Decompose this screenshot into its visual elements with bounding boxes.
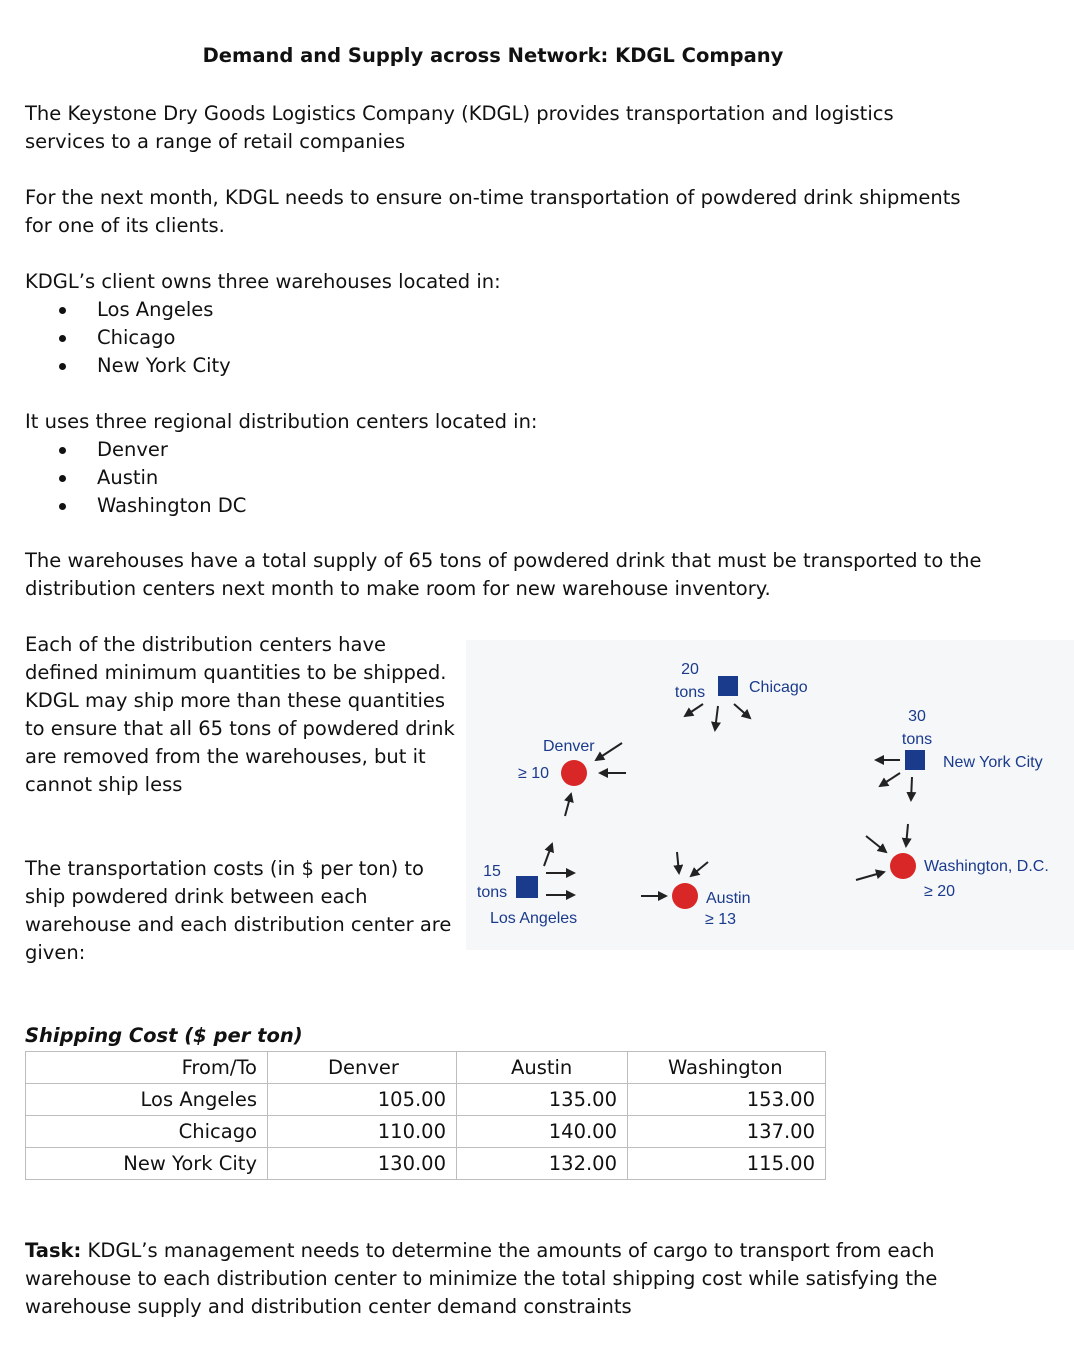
arrow	[856, 872, 884, 880]
cell-denver: 105.00	[268, 1084, 457, 1116]
task-paragraph	[25, 1237, 955, 1321]
nyc-warehouse-node	[905, 750, 925, 770]
austin-minimum: ≥ 13	[705, 911, 737, 928]
washington-dc-node	[890, 853, 916, 879]
austin-dc-node	[672, 883, 698, 909]
cell-washington: 115.00	[628, 1148, 826, 1180]
table-row	[26, 1084, 826, 1116]
table-row	[26, 1116, 826, 1148]
arrow	[691, 862, 708, 876]
header-washington: Washington	[628, 1052, 826, 1084]
arrow	[715, 706, 718, 730]
cell-austin: 140.00	[457, 1116, 628, 1148]
row-from: Chicago	[26, 1116, 268, 1148]
arrow	[596, 743, 622, 760]
chicago-label: Chicago	[749, 679, 808, 696]
demand-paragraph: Each of the distribution centers have defined minimum quantities to be shipped. KDGL may ship more than these quantities to ensure that all 65 tons of powdered drink are removed from the warehouses, but it cannot ship less	[25, 633, 455, 796]
cost-paragraph: The transportation costs (in $ per ton) to ship powdered drink between each warehouse and each distribution center are given:	[25, 857, 452, 964]
supply-paragraph: The warehouses have a total supply of 65 tons of powdered drink that must be transported to the distribution centers next month to make room for new warehouse inventory.	[25, 549, 982, 600]
la-supply-unit: tons	[476, 884, 508, 901]
austin-label: Austin	[706, 890, 751, 907]
list-item: Denver	[25, 436, 246, 464]
arrow	[565, 794, 571, 816]
cell-denver: 110.00	[268, 1116, 457, 1148]
task-text: KDGL’s management needs to determine the amounts of cargo to transport from each warehouse to each distribution center to minimize the total shipping cost while satisfying the warehouse supply and distribution center demand constraints	[25, 1239, 938, 1318]
arrow	[544, 844, 552, 866]
distribution-centers-lead: It uses three regional distribution centers located in:	[25, 410, 538, 433]
nyc-supply-unit: tons	[901, 731, 933, 748]
list-item: Washington DC	[25, 492, 246, 520]
cell-austin: 132.00	[457, 1148, 628, 1180]
washington-minimum: ≥ 20	[924, 883, 956, 900]
denver-minimum: ≥ 10	[518, 765, 550, 782]
row-from: New York City	[26, 1148, 268, 1180]
arrow	[906, 824, 908, 846]
header-austin: Austin	[457, 1052, 628, 1084]
list-item: Austin	[25, 464, 246, 492]
header-denver: Denver	[268, 1052, 457, 1084]
network-diagram	[466, 640, 1074, 950]
table-row	[26, 1148, 826, 1180]
table-caption: Shipping Cost ($ per ton)	[25, 1024, 303, 1047]
chicago-supply-unit: tons	[674, 684, 706, 701]
task-label: Task:	[25, 1239, 82, 1262]
warehouses-list	[25, 296, 231, 380]
distribution-centers-list	[25, 436, 246, 520]
arrow	[734, 704, 750, 718]
list-item: New York City	[25, 352, 231, 380]
header-from-to: From/To	[26, 1052, 268, 1084]
chicago-supply-number: 20	[681, 661, 699, 678]
chicago-warehouse-node	[718, 676, 738, 696]
arrow	[677, 852, 679, 873]
cell-washington: 137.00	[628, 1116, 826, 1148]
la-warehouse-node	[516, 876, 538, 898]
arrow	[880, 773, 900, 786]
next-month-paragraph: For the next month, KDGL needs to ensure on-time transportation of powdered drink shipments for one of its clients.	[25, 186, 961, 237]
nyc-supply-number: 30	[908, 708, 926, 725]
arrow	[685, 704, 703, 716]
denver-dc-node	[561, 760, 587, 786]
nyc-label: New York City	[943, 754, 1043, 771]
arrow	[911, 777, 912, 800]
denver-label: Denver	[543, 738, 595, 755]
la-supply-number: 15	[483, 863, 501, 880]
page-title: Demand and Supply across Network: KDGL Company	[202, 44, 784, 67]
list-item: Chicago	[25, 324, 231, 352]
washington-label: Washington, D.C.	[924, 858, 1049, 875]
intro-paragraph: The Keystone Dry Goods Logistics Company (KDGL) provides transportation and logistics services to a range of retail companies	[25, 102, 894, 153]
list-item: Los Angeles	[25, 296, 231, 324]
row-from: Los Angeles	[26, 1084, 268, 1116]
warehouses-lead: KDGL’s client owns three warehouses located in:	[25, 270, 501, 293]
shipping-cost-table	[25, 1051, 826, 1180]
cell-washington: 153.00	[628, 1084, 826, 1116]
cell-austin: 135.00	[457, 1084, 628, 1116]
arrow	[866, 836, 886, 852]
cell-denver: 130.00	[268, 1148, 457, 1180]
la-label: Los Angeles	[490, 910, 578, 927]
table-header-row	[26, 1052, 826, 1084]
